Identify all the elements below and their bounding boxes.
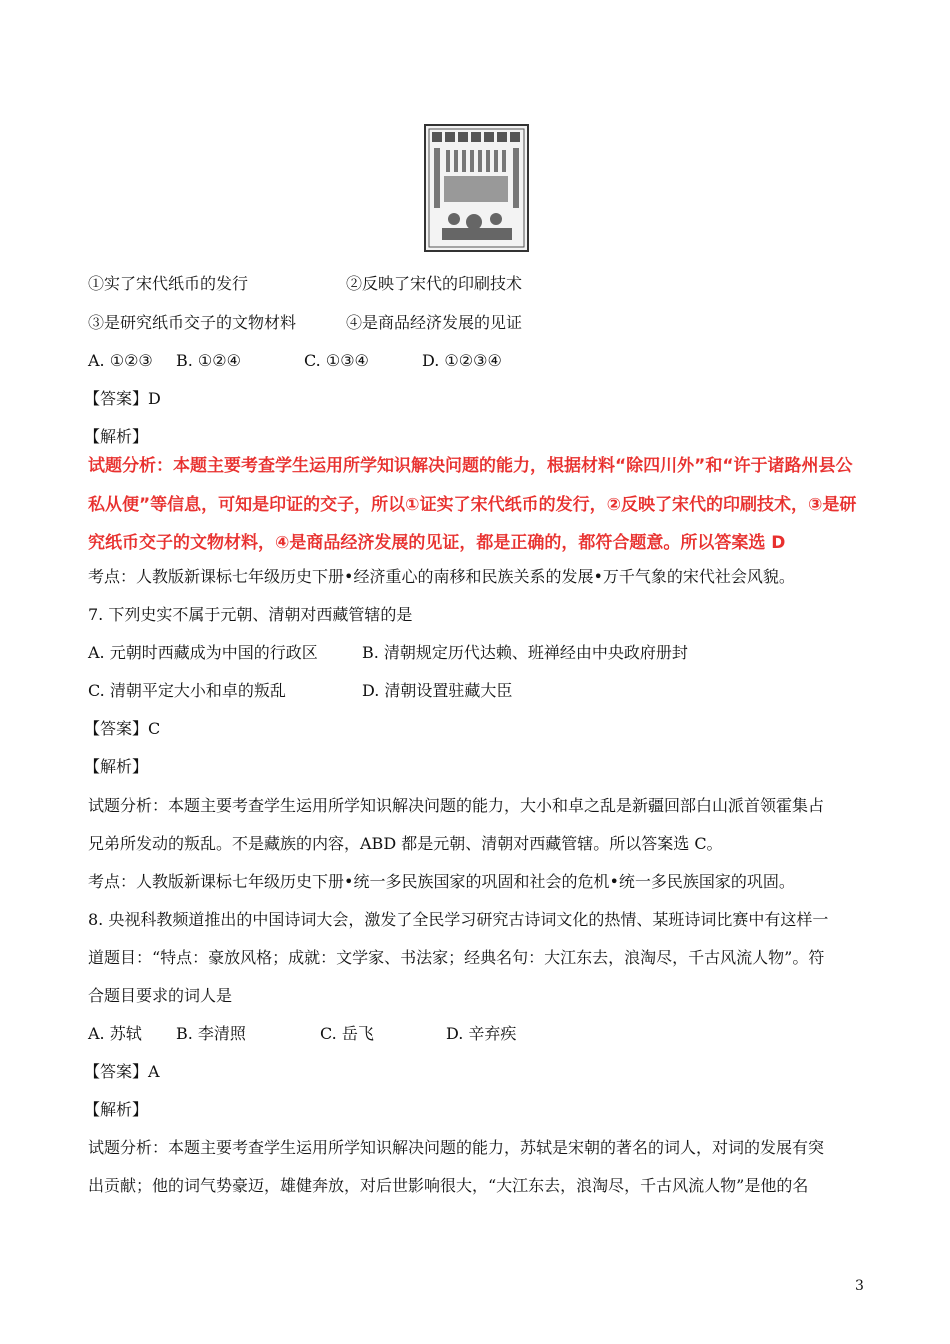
statement-2: ②反映了宋代的印刷技术 <box>346 274 523 293</box>
jiaozi-banknote-image <box>424 124 529 252</box>
q8-question-line-1: 8. 央视科教频道推出的中国诗词大会，激发了全民学习研究古诗词文化的热情、某班诗词比赛中有这样一 <box>88 910 829 929</box>
q7-question: 7. 下列史实不属于元朝、清朝对西藏管辖的是 <box>88 605 413 624</box>
q6-kaodian: 考点：人教版新课标七年级历史下册•经济重心的南移和民族关系的发展•万千气象的宋代社会风貌。 <box>88 567 795 586</box>
q6-option-d: D. ①②③④ <box>422 351 502 370</box>
q8-option-a: A. 苏轼 <box>88 1024 142 1043</box>
q7-kaodian: 考点：人教版新课标七年级历史下册•统一多民族国家的巩固和社会的危机•统一多民族国家的巩固。 <box>88 872 795 891</box>
q8-answer: 【答案】A <box>84 1062 160 1081</box>
q8-option-d: D. 辛弃疾 <box>446 1024 517 1043</box>
q6-option-a: A. ①②③ <box>88 351 153 370</box>
page-number: 3 <box>855 1278 864 1294</box>
q6-answer: 【答案】D <box>84 389 161 408</box>
q8-analysis-line-2: 出贡献；他的词气势豪迈，雄健奔放，对后世影响很大，“大江东去，浪淘尽，千古风流人物”是他的名 <box>88 1176 809 1195</box>
q8-analysis-label: 【解析】 <box>84 1100 149 1119</box>
q7-option-a: A. 元朝时西藏成为中国的行政区 <box>88 643 318 662</box>
q8-question-line-2: 道题目：“特点：豪放风格；成就：文学家、书法家；经典名句：大江东去，浪淘尽，千古风流人物”。符 <box>88 948 825 967</box>
q6-analysis-label: 【解析】 <box>84 427 149 446</box>
statement-1: ①实了宋代纸币的发行 <box>88 274 249 293</box>
q7-option-b: B. 清朝规定历代达赖、班禅经由中央政府册封 <box>362 643 688 662</box>
q8-option-c: C. 岳飞 <box>320 1024 374 1043</box>
q8-analysis-line-1: 试题分析：本题主要考查学生运用所学知识解决问题的能力，苏轼是宋朝的著名的词人，对词的发展有突 <box>88 1138 825 1157</box>
q7-answer: 【答案】C <box>84 719 161 738</box>
q8-question-line-3: 合题目要求的词人是 <box>88 986 233 1005</box>
q8-option-b: B. 李清照 <box>176 1024 246 1043</box>
statement-4: ④是商品经济发展的见证 <box>346 313 523 332</box>
q7-analysis-line-1: 试题分析：本题主要考查学生运用所学知识解决问题的能力，大小和卓之乱是新疆回部白山派首领霍集占 <box>88 796 825 815</box>
q7-option-c: C. 清朝平定大小和卓的叛乱 <box>88 681 286 700</box>
q7-analysis-label: 【解析】 <box>84 757 149 776</box>
q6-analysis-line-1: 试题分析：本题主要考查学生运用所学知识解决问题的能力，根据材料“除四川外”和“许于诸路州县公 <box>88 456 853 476</box>
q7-option-d: D. 清朝设置驻藏大臣 <box>362 681 513 700</box>
q6-analysis-line-2: 私从便”等信息，可知是印证的交子，所以①证实了宋代纸币的发行，②反映了宋代的印刷技术，③是研 <box>88 495 857 515</box>
q6-option-b: B. ①②④ <box>176 351 241 370</box>
q7-analysis-line-2: 兄弟所发动的叛乱。不是藏族的内容，ABD 都是元朝、清朝对西藏管辖。所以答案选 C。 <box>88 834 723 853</box>
q6-analysis-line-3: 究纸币交子的文物材料，④是商品经济发展的见证，都是正确的，都符合题意。所以答案选 D <box>88 533 786 553</box>
q6-option-c: C. ①③④ <box>304 351 369 370</box>
statement-3: ③是研究纸币交子的文物材料 <box>88 313 297 332</box>
